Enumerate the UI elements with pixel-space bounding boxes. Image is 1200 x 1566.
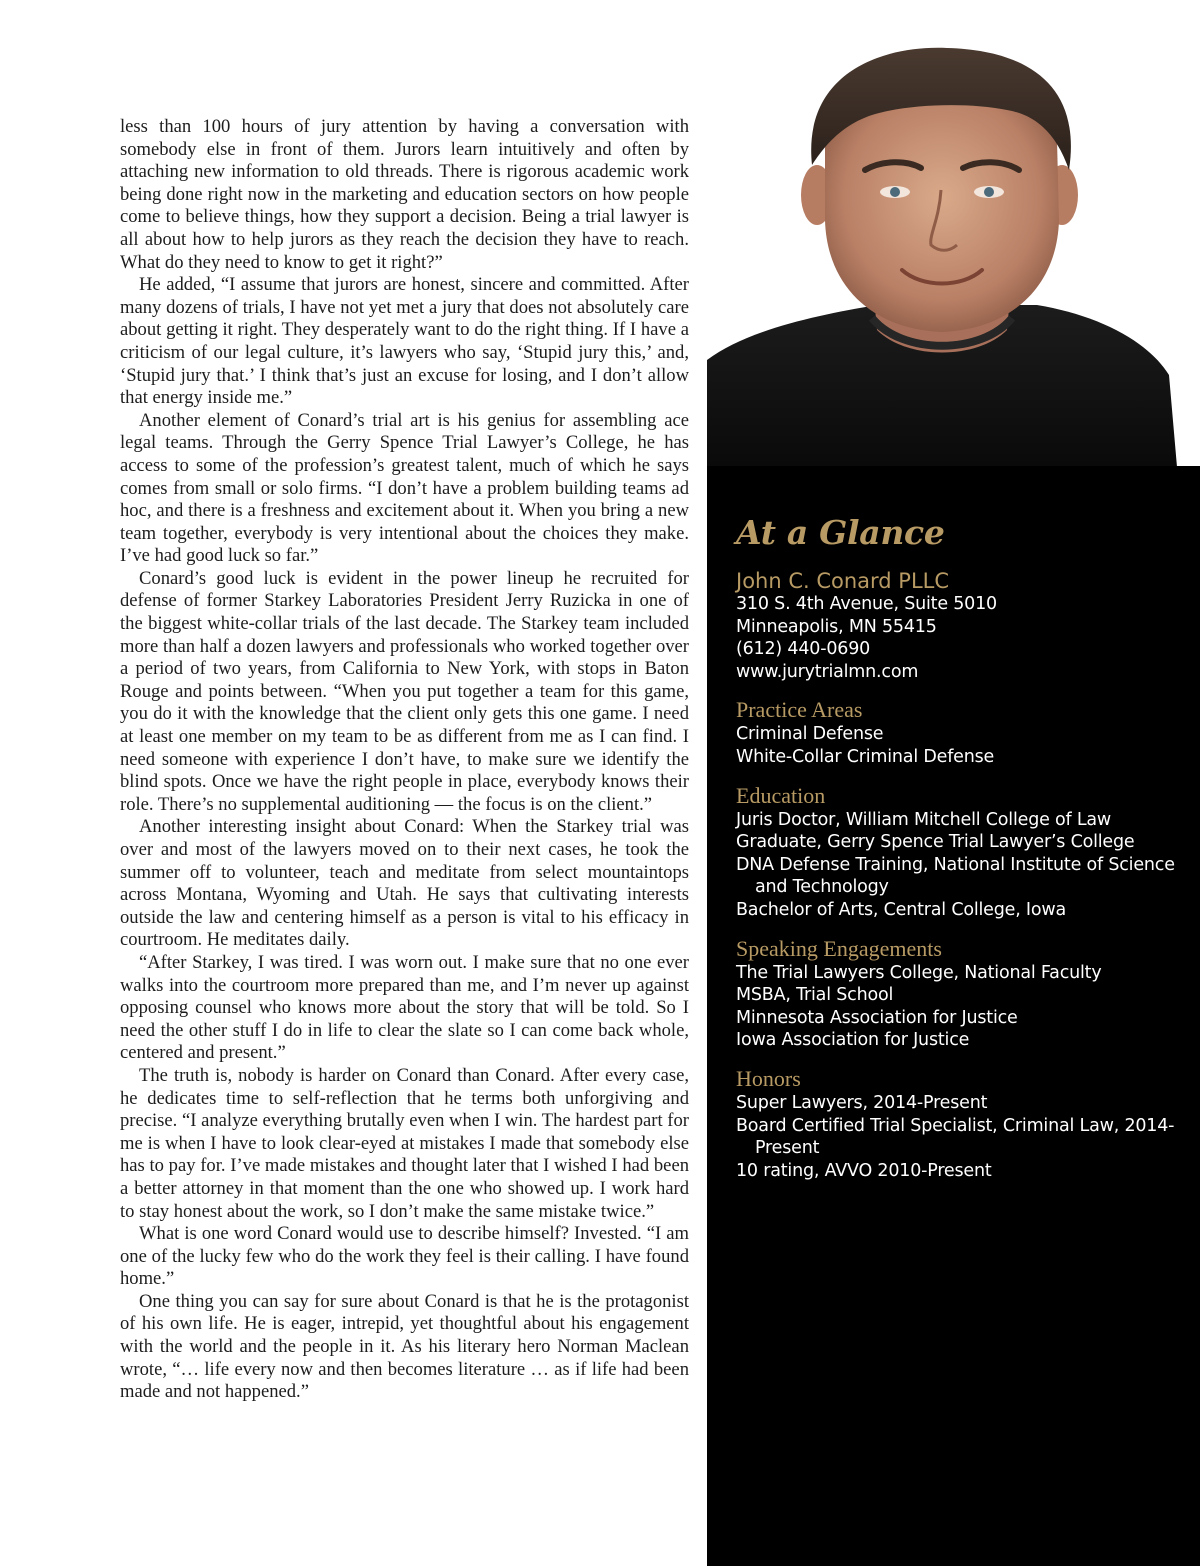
phone-number: (612) 440-0690: [736, 639, 871, 660]
address-line: 310 S. 4th Avenue, Suite 5010: [736, 594, 997, 614]
article-paragraph: What is one word Conard would use to describe himself? Invested. “I am one of the lucky few who do the work they feel is their calling. I have found home.”: [120, 1223, 689, 1290]
list-item: MSBA, Trial School: [736, 985, 894, 1006]
article-paragraph: less than 100 hours of jury attention by having a conversation with somebody else in front of them. Jurors learn intuitively and often by attaching new information to old threads. There is rigorous academic work being done right now in the marketing and education sectors on how people come to believe things, how they support a decision. Being a trial lawyer is all about how to help jurors as they reach the decision they have to reach. What do they need to know to get it right?”: [120, 116, 689, 273]
at-a-glance-sidebar: [707, 466, 1200, 1566]
article-body: [120, 116, 689, 1404]
article-paragraph: The truth is, nobody is harder on Conard than Conard. After every case, he dedicates time to self-reflection that he terms both unforgiving and precise. “I analyze everything brutally even when I win. The hardest part for me is when I have to look clear-eyed at mistakes I made that somebody else has to pay for. I’ve made mistakes and thought later that I wished I had been a better attorney in that moment than the one who showed up. I work hard to stay honest about the work, so I don’t make the same mistake twice.”: [120, 1064, 689, 1222]
list-item: Iowa Association for Justice: [736, 1030, 970, 1051]
education-section: [736, 784, 1176, 922]
section-heading: Education: [736, 782, 826, 808]
speaking-engagements-section: [736, 937, 1176, 1052]
list-item: Graduate, Gerry Spence Trial Lawyer’s College: [736, 832, 1135, 853]
list-item: Juris Doctor, William Mitchell College of Law: [736, 809, 1112, 830]
website-link[interactable]: www.jurytrialmn.com: [736, 661, 919, 682]
article-paragraph: Another element of Conard’s trial art is his genius for assembling ace legal teams. Through the Gerry Spence Trial Lawyer’s College, he has access to some of the profession’s greatest talent, much of which he says comes from small or solo firms. “I don’t have a problem building teams ad hoc, and there is a freshness and excitement about it. When you bring a new team together, everybody is very intentional about the choices they make. I’ve had good luck so far.”: [120, 409, 689, 567]
honors-section: [736, 1067, 1176, 1182]
portrait-photo: [707, 30, 1200, 467]
article-paragraph: “After Starkey, I was tired. I was worn out. I make sure that no one ever walks into the courtroom more prepared than me, and I’m never up against opposing counsel who knows more about the story that will be told. So I need the other stuff I do in life to clear the slate so I can come back whole, centered and present.”: [120, 951, 689, 1064]
article-paragraph: One thing you can say for sure about Conard is that he is the protagonist of his own life. He is eager, intrepid, yet thoughtful about his engagement with the world and the people in it. As his literary hero Norman Maclean wrote, “… life every now and then becomes literature … as if life had been made and not happened.”: [120, 1290, 689, 1403]
list-item: Criminal Defense: [736, 724, 884, 745]
practice-areas-section: [736, 698, 1176, 768]
list-item: Bachelor of Arts, Central College, Iowa: [736, 899, 1067, 920]
list-item: Super Lawyers, 2014-Present: [736, 1092, 988, 1113]
list-item: 10 rating, AVVO 2010-Present: [736, 1160, 992, 1181]
portrait-illustration: [707, 30, 1200, 467]
section-heading: Speaking Engagements: [736, 935, 942, 961]
list-item: The Trial Lawyers College, National Faculty: [736, 962, 1102, 983]
article-paragraph: He added, “I assume that jurors are honest, sincere and committed. After many dozens of trials, I have not yet met a jury that does not absolutely care about getting it right. They desperately want to do the right thing. If I have a criticism of our legal culture, it’s lawyers who say, ‘Stupid jury this,’ and, ‘Stupid jury that.’ I think that’s just an excuse for losing, and I don’t allow that energy inside me.”: [120, 274, 689, 409]
list-item: Minnesota Association for Justice: [736, 1007, 1018, 1028]
section-heading: Honors: [736, 1065, 801, 1091]
article-paragraph: Another interesting insight about Conard: When the Starkey trial was over and most of the lawyers moved on to their next cases, he took the summer off to volunteer, teach and meditate from select mountaintops across Montana, Wyoming and Utah. He says that cultivating interests outside the law and centering himself as a person is vital to his efficacy in courtroom. He meditates daily.: [120, 816, 689, 951]
firm-name: John C. Conard PLLC: [736, 569, 950, 593]
list-item: Board Certified Trial Specialist, Criminal Law, 2014-Present: [736, 1115, 1175, 1159]
list-item: White-Collar Criminal Defense: [736, 746, 995, 767]
contact-block: [736, 569, 1176, 683]
city-line: Minneapolis, MN 55415: [736, 616, 937, 637]
section-heading: Practice Areas: [736, 697, 863, 723]
list-item: DNA Defense Training, National Institute of Science and Technology: [736, 854, 1175, 898]
sidebar-title: At a Glance: [736, 513, 945, 552]
article-paragraph: Conard’s good luck is evident in the power lineup he recruited for defense of former Starkey Laboratories President Jerry Ruzicka in one of the biggest white-collar trials of the last decade. The Starkey team included more than half a dozen lawyers and professionals who worked together over a period of two years, from California to New York, with stops in Baton Rouge and points between. “When you put together a team for this game, you do it with the knowledge that the client only gets this one game. I need at least one member on my team to be as different from me as I can find. I need someone with experience I don’t have, to make sure we identify the blind spots. Once we have the right people in place, everybody knows their role. There’s no supplemental auditioning — the focus is on the client.”: [120, 567, 689, 815]
